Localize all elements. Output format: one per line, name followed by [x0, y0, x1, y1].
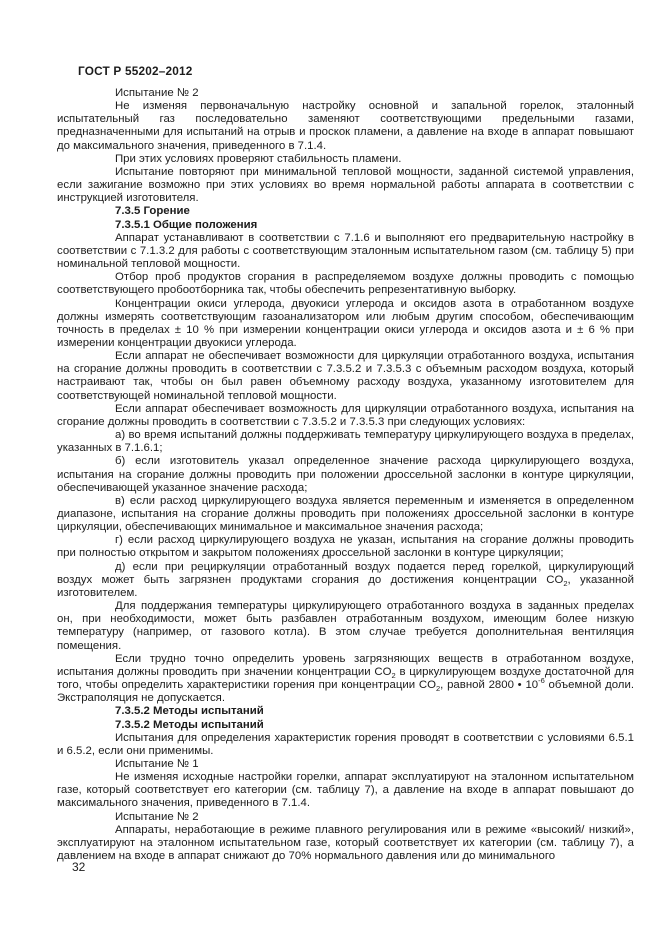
document-header: ГОСТ Р 55202–2012 [78, 64, 193, 78]
paragraph: в) если расход циркулирующего воздуха является переменным и изменяется в определенном диапазоне, испытания на сгорание должны проводить при положениях дроссельной заслонки в контуре циркуляции, обеспечивающих минимальное и максимальное значения расхода; [57, 494, 634, 534]
paragraph: б) если изготовитель указал определенное значение расхода циркулирующего воздуха, испытания на сгорание должны проводить при положении дроссельной заслонки в контуре циркуляции, обеспечивающей указанное значение расхода; [57, 455, 634, 494]
paragraph: д) если при рециркуляции отработанный воздух подается перед горелкой, циркулирующий воздух может быть загрязнен продуктами сгорания до достижения концентрации $CO_2$, указанной изготовителем. [57, 560, 634, 599]
paragraph: Испытание № 2 [115, 810, 199, 823]
section-heading: 7.3.5.2 Методы испытаний [115, 718, 264, 731]
paragraph: Если аппарат не обеспечивает возможности для циркуляции отработанного воздуха, испытания на сгорание должны проводить в соответствии с 7.3.5.2 и 7.3.5.3 с объемным расходом воздуха, который настраивают так, чтобы он был равен объемному расходу воздуха, указанному изготовителем для соответствующей номинальной тепловой мощности. [57, 350, 634, 402]
page-number: 32 [72, 860, 86, 874]
paragraph: Если аппарат обеспечивает возможность для циркуляции отработанного воздуха, испытания на сгорание должны проводить в соответствии с 7.3.5.2 и 7.3.5.3 при следующих условиях: [57, 402, 634, 428]
paragraph: Для поддержания температуры циркулирующего отработанного воздуха в заданных пределах он, при необходимости, может быть разбавлен отработанным воздухом, имеющим более низкую температуру (например, от газового котла). В этом случае требуется дополнительная вентиляция помещения. [57, 600, 634, 652]
paragraph: Аппарат устанавливают в соответствии с 7.1.6 и выполняют его предварительную настройку в соответствии с 7.1.3.2 для работы с соответствующим эталонным испытательном газом (см. таблицу 5) при номинальной тепловой мощности. [57, 231, 634, 271]
paragraph: Испытание № 2 [115, 87, 199, 99]
document-body [57, 87, 634, 863]
section-heading: 7.3.5 Горение [115, 205, 190, 218]
paragraph: Не изменяя первоначальную настройку основной и запальной горелок, эталонный испытательный газ последовательно заменяют соответствующими предельными газами, предназначенными для испытаний на отрыв и проскок пламени, а давление на входе в аппарат повышают до максимального значения, приведенного в 7.1.4. [57, 100, 634, 152]
paragraph: Если трудно точно определить уровень загрязняющих веществ в отработанном воздухе, испытания должны проводить при значении концентрации $CO_2$ в циркулирующем воздухе достаточной для того, чтобы определить характеристики горения при концентрации $CO_2$, равной 2800 • $10^{-6}$ объемной доли. Экстраполяция не допускается. [57, 652, 634, 705]
paragraph: Испытания для определения характеристик горения проводят в соответствии с условиями 6.5.1 и 6.5.2, если они применимы. [57, 731, 634, 757]
section-heading: 7.3.5.2 Методы испытаний [115, 705, 264, 718]
paragraph: Концентрации окиси углерода, двуокиси углерода и оксидов азота в отработанном воздухе должны измерять соответствующим газоанализатором или любым другим способом, обеспечивающим точность в пределах ± 10 % при измерении концентрации окиси углерода и оксидов азота и ± 6 % при измерении концентрации двуокиси углерода. [57, 297, 634, 349]
paragraph: Отбор проб продуктов сгорания в распределяемом воздухе должны проводить с помощью соответствующего пробоотборника так, чтобы обеспечить репрезентативную выборку. [57, 271, 634, 297]
paragraph: а) во время испытаний должны поддерживать температуру циркулирующего воздуха в пределах, указанных в 7.1.6.1; [57, 429, 634, 455]
paragraph: Испытание повторяют при минимальной тепловой мощности, заданной системой управления, если зажигание возможно при этих условиях во время нормальной работы аппарата в соответствии с инструкцией изготовителя. [57, 165, 634, 205]
paragraph: Аппараты, неработающие в режиме плавного регулирования или в режиме «высокий/ низкий», эксплуатируют на эталонном испытательном газе, который соответствует их категории (см. таблицу 7), а давлением на входе в аппарат снижают до 70% нормального давления или до минимального [57, 823, 634, 863]
paragraph: Испытание № 1 [115, 757, 199, 770]
paragraph: При этих условиях проверяют стабильность пламени. [115, 152, 402, 165]
paragraph: Не изменяя исходные настройки горелки, аппарат эксплуатируют на эталонном испытательном газе, который соответствует его категории (см. таблицу 7), а давление на входе в аппарат повышают до максимального значения, приведенного в 7.1.4. [57, 771, 634, 810]
section-heading: 7.3.5.1 Общие положения [115, 218, 258, 231]
paragraph: г) если расход циркулирующего воздуха не указан, испытания на сгорание должны проводить при полностью открытом и закрытом положениях дроссельной заслонки в контуре циркуляции; [57, 534, 634, 560]
